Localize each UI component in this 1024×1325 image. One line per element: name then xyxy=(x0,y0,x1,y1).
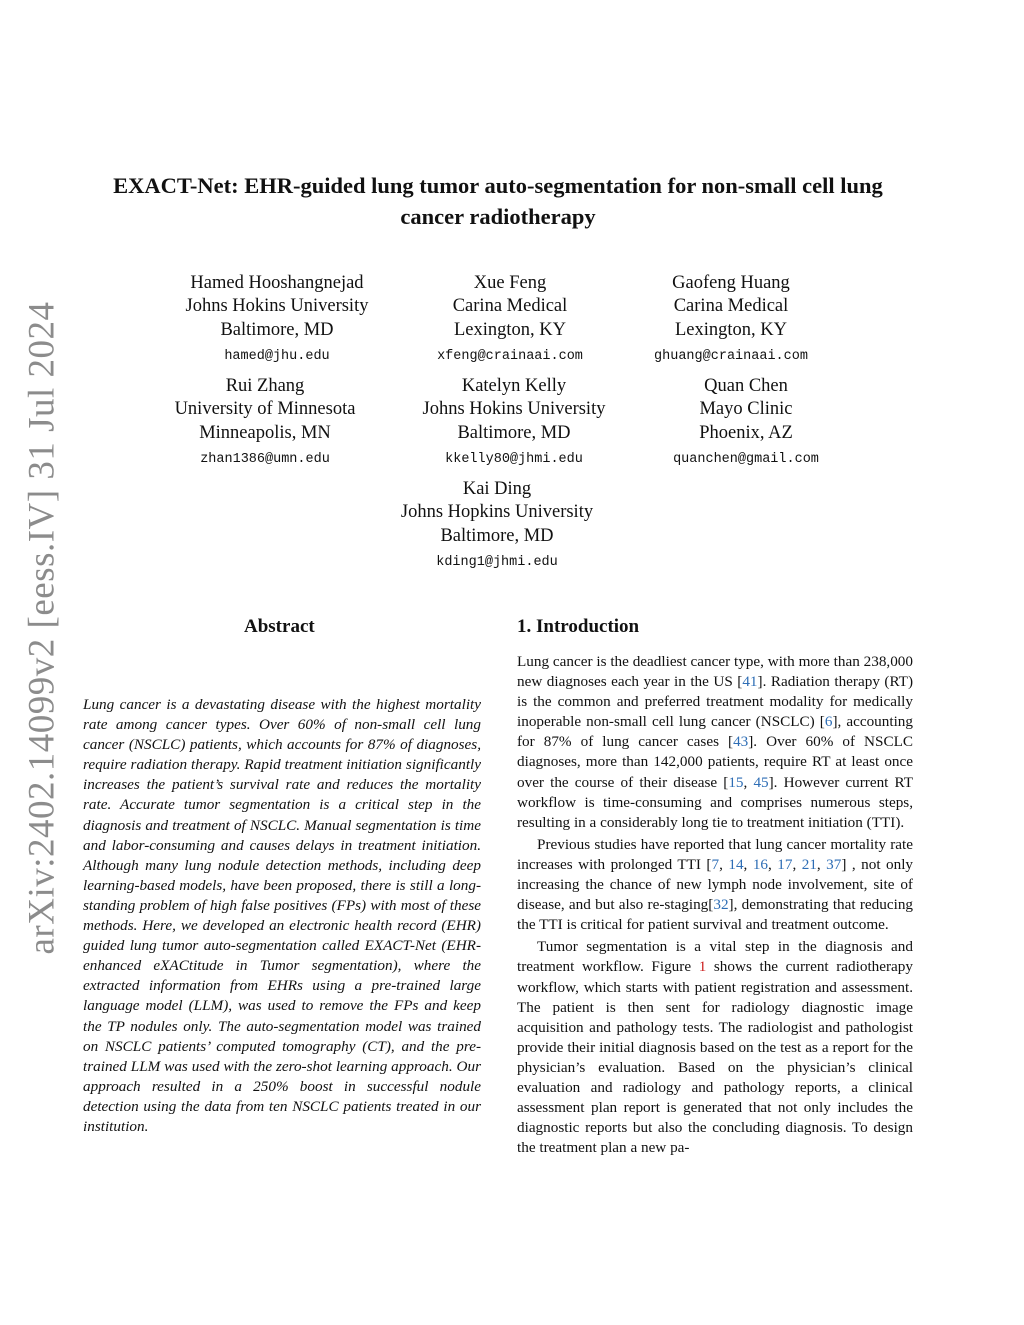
author-block xyxy=(384,375,644,469)
author-block xyxy=(147,272,407,366)
author-name: Xue Feng xyxy=(473,273,547,293)
author-location: Baltimore, MD xyxy=(220,319,334,340)
citation-link[interactable]: 17 xyxy=(777,855,793,873)
citation-link[interactable]: 32 xyxy=(713,896,729,914)
author-affiliation: University of Minnesota xyxy=(174,399,356,420)
author-affiliation: Johns Hokins University xyxy=(185,296,369,317)
citation-link[interactable]: 7 xyxy=(711,855,720,873)
abstract-heading: Abstract xyxy=(244,616,315,637)
author-affiliation: Johns Hopkins University xyxy=(400,502,594,523)
citation-link[interactable]: 43 xyxy=(733,733,749,751)
author-location: Minneapolis, MN xyxy=(199,422,331,443)
author-block xyxy=(601,272,861,366)
author-location: Phoenix, AZ xyxy=(699,422,793,443)
author-name: Quan Chen xyxy=(704,376,788,396)
citation-link[interactable]: 45 xyxy=(753,773,769,791)
author-affiliation: Carina Medical xyxy=(673,296,789,317)
introduction-heading: 1. Introduction xyxy=(517,616,640,637)
intro-paragraph-3: Tumor segmentation is a vital step in the diagnosis and treatment workflow. Figure 1 shows the current radiotherapy workflow, which starts with patient registration and assessment. The patient is then sent for radiology diagnostic image acquisition and pathology tests. The radiologist and pathologist provide their initial diagnosis based on the test as a report for the physician’s evaluation. Based on the physician’s clinical evaluation and radiology and pathology reports, a clinical assessment plan report is generated that not only includes the diagnostic reports but also the concluding diagnosis. To design the treatment plan a new pa- xyxy=(517,938,913,1157)
citation-link[interactable]: 15 xyxy=(728,773,744,791)
author-name: Kai Ding xyxy=(462,479,532,499)
citation-link[interactable]: 37 xyxy=(826,855,842,873)
author-name: Katelyn Kelly xyxy=(461,376,567,396)
figure-reference-link[interactable]: 1 xyxy=(698,958,707,976)
intro-paragraph-2: Previous studies have reported that lung cancer mortality rate increases with prolonged TTI [7, 14, 16, 17, 21, 37] , not only increasing the chance of new lymph node involvement, site of disease, and but also re-staging[32], demonstrating that reducing the TTI is critical for patient survival and treatment outcome. xyxy=(517,835,914,934)
citation-link[interactable]: 6 xyxy=(824,713,833,731)
title-line-1: EXACT-Net: EHR-guided lung tumor auto-segmentation for non-small cell lung xyxy=(113,173,883,198)
abstract-body: Lung cancer is a devastating disease with the highest mortality rate among cancer types. Over 60% of non-small cell lung cancer (NSCLC) patients, which accounts for 87% of diagnoses, require radiation therapy. Rapid treatment initiation significantly increases the patient’s survival rate and reduces the mortality rate. Accurate tumor segmentation is a critical step in the diagnosis and treatment of NSCLC. Manual segmentation is time and labor-consuming and causes delays in treatment initiation. Although many lung nodule detection methods, including deep learning-based models, have been proposed, there is still a long-standing problem of high false positives (FPs) with most of these methods. Here, we developed an electronic health record (EHR) guided lung tumor auto-segmentation called EXACT-Net (EHR-enhanced eXACtitude in Tumor segmentation), where the extracted information from EHRs using a pre-trained large language model (LLM), was used to remove the FPs and keep the TP nodules only. The auto-segmentation model was trained on NSCLC patients’ computed tomography (CT), and the pre-trained LLM was used with the zero-shot learning approach. Our approach resulted in a 250% boost in successful nodule detection using the data from ten NSCLC patients treated in our institution. xyxy=(83,696,481,1135)
author-email[interactable]: xfeng@crainaai.com xyxy=(437,349,583,365)
author-email[interactable]: hamed@jhu.edu xyxy=(224,349,330,365)
author-block xyxy=(616,375,876,469)
author-name: Rui Zhang xyxy=(225,376,305,396)
arxiv-identifier-stamp: arXiv:2402.14099v2 [eess.IV] 31 Jul 2024 xyxy=(21,301,63,955)
introduction-body xyxy=(517,652,913,1160)
citation-link[interactable]: 21 xyxy=(801,855,817,873)
author-affiliation: Carina Medical xyxy=(452,296,568,317)
citation-link[interactable]: 41 xyxy=(742,673,758,691)
intro-paragraph-1: Lung cancer is the deadliest cancer type, with more than 238,000 new diagnoses each year in the US [41]. Radiation therapy (RT) is the common and preferred treatment modality for medically inoperable non-small cell lung cancer (NSCLC) [6], accounting for 87% of lung cancer cases [43]. Over 60% of NSCLC diagnoses, more than 142,000 patients, require RT at least once over the course of their disease [15, 45]. However current RT workflow is time-consuming and comprises numerous steps, resulting in a considerably long tie to treatment initiation (TTI). xyxy=(517,653,914,831)
author-location: Baltimore, MD xyxy=(457,422,571,443)
author-block xyxy=(367,478,627,572)
author-name: Gaofeng Huang xyxy=(672,273,790,293)
author-block xyxy=(135,375,395,469)
author-email[interactable]: quanchen@gmail.com xyxy=(673,452,819,468)
paper-title xyxy=(60,170,936,232)
author-location: Lexington, KY xyxy=(674,319,787,340)
author-name: Hamed Hooshangnejad xyxy=(190,273,364,293)
citation-link[interactable]: 14 xyxy=(728,855,744,873)
citation-link[interactable]: 16 xyxy=(752,855,768,873)
author-location: Lexington, KY xyxy=(453,319,566,340)
author-email[interactable]: kding1@jhmi.edu xyxy=(436,555,558,571)
title-line-2: cancer radiotherapy xyxy=(400,204,596,229)
author-affiliation: Johns Hokins University xyxy=(422,399,606,420)
author-email[interactable]: kkelly80@jhmi.edu xyxy=(445,452,583,468)
author-location: Baltimore, MD xyxy=(440,525,554,546)
author-affiliation: Mayo Clinic xyxy=(699,399,793,420)
author-email[interactable]: zhan1386@umn.edu xyxy=(200,452,330,468)
author-email[interactable]: ghuang@crainaai.com xyxy=(654,349,808,365)
